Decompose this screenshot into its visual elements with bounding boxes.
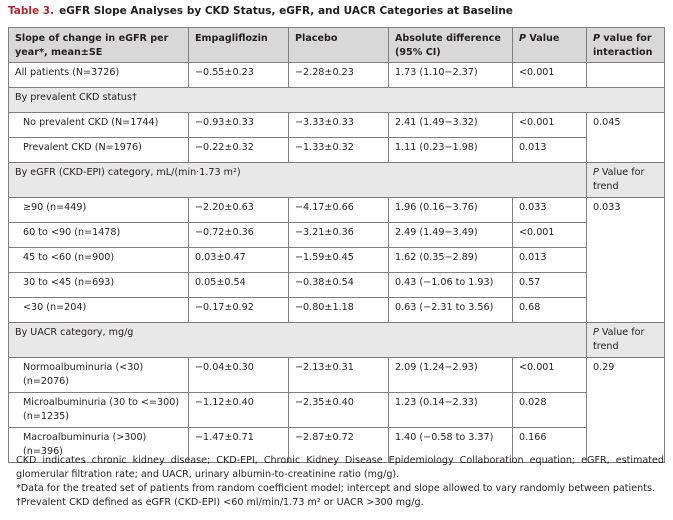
cell-placebo: −2.35±0.40 (289, 393, 389, 428)
table-row (9, 138, 665, 163)
cell-p-value: 0.033 (513, 198, 587, 223)
cell-p-value: 0.013 (513, 138, 587, 163)
cell-difference: 1.23 (0.14−2.33) (389, 393, 513, 428)
cell-difference: 1.11 (0.23−1.98) (389, 138, 513, 163)
cell-placebo: −0.80±1.18 (289, 298, 389, 323)
footnote-abbreviations: CKD indicates chronic kidney disease; CKD-EPI, Chronic Kidney Disease Epidemiology Collaboration equation; eGFR, estimated glomerular filtration rate; and UACR, urinary albumin-to-creatinine ratio (mg/g). (16, 455, 664, 480)
table-row (9, 63, 665, 88)
row-label: 45 to <60 (n=900) (9, 248, 189, 273)
table-row (9, 223, 665, 248)
table-row (9, 298, 665, 323)
row-label: ≥90 (n=449) (9, 198, 189, 223)
row-label: Prevalent CKD (N=1976) (9, 138, 189, 163)
section-heading-ckd: By prevalent CKD status† (9, 88, 665, 113)
cell-difference: 2.49 (1.49−3.49) (389, 223, 513, 248)
cell-placebo: −1.33±0.32 (289, 138, 389, 163)
cell-p-value: <0.001 (513, 113, 587, 138)
table-row (9, 248, 665, 273)
trend-header-uacr: P Value for trend (587, 323, 665, 358)
cell-difference: 2.09 (1.24−2.93) (389, 358, 513, 393)
section-row (9, 163, 665, 198)
trend-header-egfr: P Value for trend (587, 163, 665, 198)
header-placebo: Placebo (289, 28, 389, 63)
table-row (9, 393, 665, 428)
cell-placebo: −2.13±0.31 (289, 358, 389, 393)
section-row (9, 323, 665, 358)
row-label: Microalbuminuria (30 to <=300) (n=1235) (9, 393, 189, 428)
cell-empagliflozin: −1.12±0.40 (189, 393, 289, 428)
cell-difference: 0.63 (−2.31 to 3.56) (389, 298, 513, 323)
section-heading-egfr: By eGFR (CKD-EPI) category, mL/(min·1.73 m²) (9, 163, 587, 198)
cell-empagliflozin: −0.72±0.36 (189, 223, 289, 248)
cell-placebo: −1.59±0.45 (289, 248, 389, 273)
cell-p-value: 0.013 (513, 248, 587, 273)
cell-empagliflozin: −0.55±0.23 (189, 63, 289, 88)
header-absolute-difference: Absolute difference (95% CI) (389, 28, 513, 63)
cell-p-interaction: 0.045 (587, 113, 665, 163)
cell-p-value: 0.028 (513, 393, 587, 428)
cell-difference: 1.40 (−0.58 to 3.37) (389, 428, 513, 463)
cell-placebo: −3.33±0.33 (289, 113, 389, 138)
cell-difference: 1.96 (0.16−3.76) (389, 198, 513, 223)
cell-empty (587, 63, 665, 88)
table-label: Table 3. (8, 5, 55, 17)
cell-empagliflozin: −0.04±0.30 (189, 358, 289, 393)
footnote-dagger: †Prevalent CKD defined as eGFR (CKD-EPI) <60 ml/min/1.73 m² or UACR >300 mg/g. (16, 497, 424, 508)
cell-p-value: 0.68 (513, 298, 587, 323)
egfr-slope-table (8, 27, 665, 463)
header-row (9, 28, 665, 63)
footnotes (8, 454, 664, 510)
cell-p-value: <0.001 (513, 223, 587, 248)
cell-placebo: −3.21±0.36 (289, 223, 389, 248)
table-row (9, 358, 665, 393)
cell-placebo: −2.28±0.23 (289, 63, 389, 88)
row-label: All patients (N=3726) (9, 63, 189, 88)
cell-p-trend: 0.29 (587, 358, 665, 463)
cell-p-value: 0.166 (513, 428, 587, 463)
cell-placebo: −2.87±0.72 (289, 428, 389, 463)
header-p-value: P Value (513, 28, 587, 63)
row-label: No prevalent CKD (N=1744) (9, 113, 189, 138)
header-empagliflozin: Empagliflozin (189, 28, 289, 63)
header-slope: Slope of change in eGFR per year*, mean±SE (9, 28, 189, 63)
cell-empagliflozin: 0.03±0.47 (189, 248, 289, 273)
row-label: Macroalbuminuria (>300) (n=396) (9, 428, 189, 463)
cell-p-trend: 0.033 (587, 198, 665, 323)
cell-p-value: <0.001 (513, 358, 587, 393)
table-row (9, 273, 665, 298)
cell-p-value: <0.001 (513, 63, 587, 88)
cell-placebo: −4.17±0.66 (289, 198, 389, 223)
cell-difference: 1.73 (1.10−2.37) (389, 63, 513, 88)
cell-empagliflozin: −0.22±0.32 (189, 138, 289, 163)
cell-difference: 1.62 (0.35−2.89) (389, 248, 513, 273)
footnote-asterisk: *Data for the treated set of patients from random coefficient model; intercept and slope allowed to vary randomly between patients. (16, 483, 656, 494)
cell-placebo: −0.38±0.54 (289, 273, 389, 298)
row-label: Normoalbuminuria (<30) (n=2076) (9, 358, 189, 393)
table-title-text: eGFR Slope Analyses by CKD Status, eGFR, and UACR Categories at Baseline (59, 5, 513, 17)
cell-empagliflozin: −0.17±0.92 (189, 298, 289, 323)
header-p-interaction: P value for interaction (587, 28, 665, 63)
cell-empagliflozin: 0.05±0.54 (189, 273, 289, 298)
cell-difference: 0.43 (−1.06 to 1.93) (389, 273, 513, 298)
section-heading-uacr: By UACR category, mg/g (9, 323, 587, 358)
table-title (8, 5, 513, 17)
cell-empagliflozin: −2.20±0.63 (189, 198, 289, 223)
row-label: 30 to <45 (n=693) (9, 273, 189, 298)
row-label: 60 to <90 (n=1478) (9, 223, 189, 248)
table-row (9, 198, 665, 223)
cell-p-value: 0.57 (513, 273, 587, 298)
section-row (9, 88, 665, 113)
table-row (9, 113, 665, 138)
row-label: <30 (n=204) (9, 298, 189, 323)
cell-empagliflozin: −1.47±0.71 (189, 428, 289, 463)
cell-difference: 2.41 (1.49−3.32) (389, 113, 513, 138)
cell-empagliflozin: −0.93±0.33 (189, 113, 289, 138)
